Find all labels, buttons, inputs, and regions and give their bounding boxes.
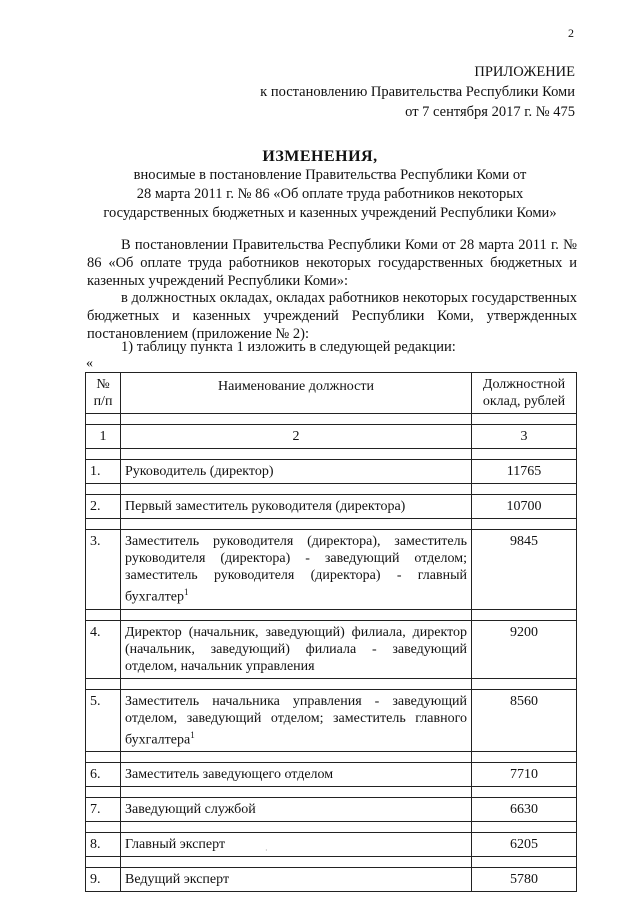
paragraph-table-instruction: 1) таблицу пункта 1 изложить в следующей редакции: xyxy=(121,339,456,355)
table-spacer xyxy=(86,678,577,689)
row-salary: 11765 xyxy=(472,460,577,484)
header-salary: Должностной оклад, рублей xyxy=(472,373,577,414)
position-name-text: Руководитель (директор) xyxy=(125,464,274,479)
table-row xyxy=(86,763,577,787)
row-number: 3. xyxy=(86,530,121,610)
table-row xyxy=(86,530,577,610)
header-num: № п/п xyxy=(86,373,121,414)
row-number: 5. xyxy=(86,689,121,752)
row-number: 9. xyxy=(86,868,121,892)
salary-table xyxy=(85,372,577,892)
paragraph-intro: В постановлении Правительства Республики Коми от 28 марта 2011 г. № 86 «Об оплате труда работников некоторых государственных бюджетных и казенных учреждений Республики Коми»: xyxy=(87,237,577,289)
row-salary: 7710 xyxy=(472,763,577,787)
index-col-3: 3 xyxy=(472,425,577,449)
table-spacer xyxy=(86,484,577,495)
position-name-text: Заведующий службой xyxy=(125,802,256,818)
table-index-row xyxy=(86,425,577,449)
row-position-name xyxy=(121,495,472,519)
row-salary: 9845 xyxy=(472,530,577,610)
document-subtitle xyxy=(60,166,600,223)
table-spacer xyxy=(86,857,577,868)
appendix-line-1: ПРИЛОЖЕНИЕ xyxy=(474,64,575,80)
document-title: ИЗМЕНЕНИЯ, xyxy=(262,148,378,165)
position-name-text: Ведущий эксперт xyxy=(125,872,230,888)
position-name-text: Главный эксперт xyxy=(125,837,226,853)
row-salary: 10700 xyxy=(472,495,577,519)
table-spacer xyxy=(86,519,577,530)
table-row xyxy=(86,620,577,678)
table-spacer xyxy=(86,414,577,425)
row-number: 8. xyxy=(86,833,121,857)
table-row xyxy=(86,460,577,484)
row-position-name xyxy=(121,689,472,752)
table-spacer xyxy=(86,787,577,798)
row-position-name xyxy=(121,530,472,610)
appendix-line-2: к постановлению Правительства Республики Коми xyxy=(260,84,575,100)
page-number: 2 xyxy=(568,26,574,40)
position-name-text: Заместитель начальника управления - заведующий отделом, заведующий отделом; заместитель главного бухгалтера xyxy=(125,693,467,748)
position-name-text: Первый заместитель руководителя (директора) xyxy=(125,499,406,514)
opening-quote: « xyxy=(86,356,93,371)
table-row xyxy=(86,798,577,822)
row-number: 4. xyxy=(86,620,121,678)
table-row xyxy=(86,868,577,892)
row-salary: 5780 xyxy=(472,868,577,892)
paragraph-salaries: в должностных окладах, окладах работников некоторых государственных бюджетных и казенных учреждений Республики Коми, утвержденных постановлением (приложение № 2): xyxy=(87,290,577,342)
table-spacer xyxy=(86,449,577,460)
row-salary: 8560 xyxy=(472,689,577,752)
row-number: 6. xyxy=(86,763,121,787)
row-number: 2. xyxy=(86,495,121,519)
row-salary: 6630 xyxy=(472,798,577,822)
index-col-2: 2 xyxy=(121,425,472,449)
table-header-row xyxy=(86,373,577,414)
position-name-text: Заместитель руководителя (директора), заместитель руководителя (директора) - заведующий отделом; заместитель руководителя (директора) - главный бухгалтер xyxy=(125,534,467,605)
table-row xyxy=(86,689,577,752)
footnote-marker: 1 xyxy=(190,729,195,740)
subtitle-line-2: 28 марта 2011 г. № 86 «Об оплате труда работников некоторых xyxy=(136,186,524,202)
table-row xyxy=(86,833,577,857)
row-number: 1. xyxy=(86,460,121,484)
subtitle-line-1: вносимые в постановление Правительства Республики Коми от xyxy=(133,167,527,183)
appendix-header xyxy=(260,62,575,122)
header-name: Наименование должности xyxy=(121,373,472,414)
row-position-name xyxy=(121,763,472,787)
table-spacer xyxy=(86,752,577,763)
table-row xyxy=(86,495,577,519)
row-position-name xyxy=(121,868,472,892)
table-spacer xyxy=(86,822,577,833)
position-name-text: Заместитель заведующего отделом xyxy=(125,767,334,783)
table-spacer xyxy=(86,609,577,620)
row-position-name xyxy=(121,620,472,678)
position-name-text: Директор (начальник, заведующий) филиала, директор (начальник, заведующий) филиала - заведующий отделом, начальник управления xyxy=(125,624,467,674)
row-salary: 6205 xyxy=(472,833,577,857)
row-position-name xyxy=(121,798,472,822)
row-salary: 9200 xyxy=(472,620,577,678)
index-col-1: 1 xyxy=(86,425,121,449)
footnote-marker: 1 xyxy=(184,587,189,597)
appendix-line-3: от 7 сентября 2017 г. № 475 xyxy=(405,104,575,120)
scan-speck: · xyxy=(265,846,268,855)
row-position-name xyxy=(121,460,472,484)
row-position-name xyxy=(121,833,472,857)
subtitle-line-3: государственных бюджетных и казенных учреждений Республики Коми» xyxy=(103,205,557,221)
row-number: 7. xyxy=(86,798,121,822)
